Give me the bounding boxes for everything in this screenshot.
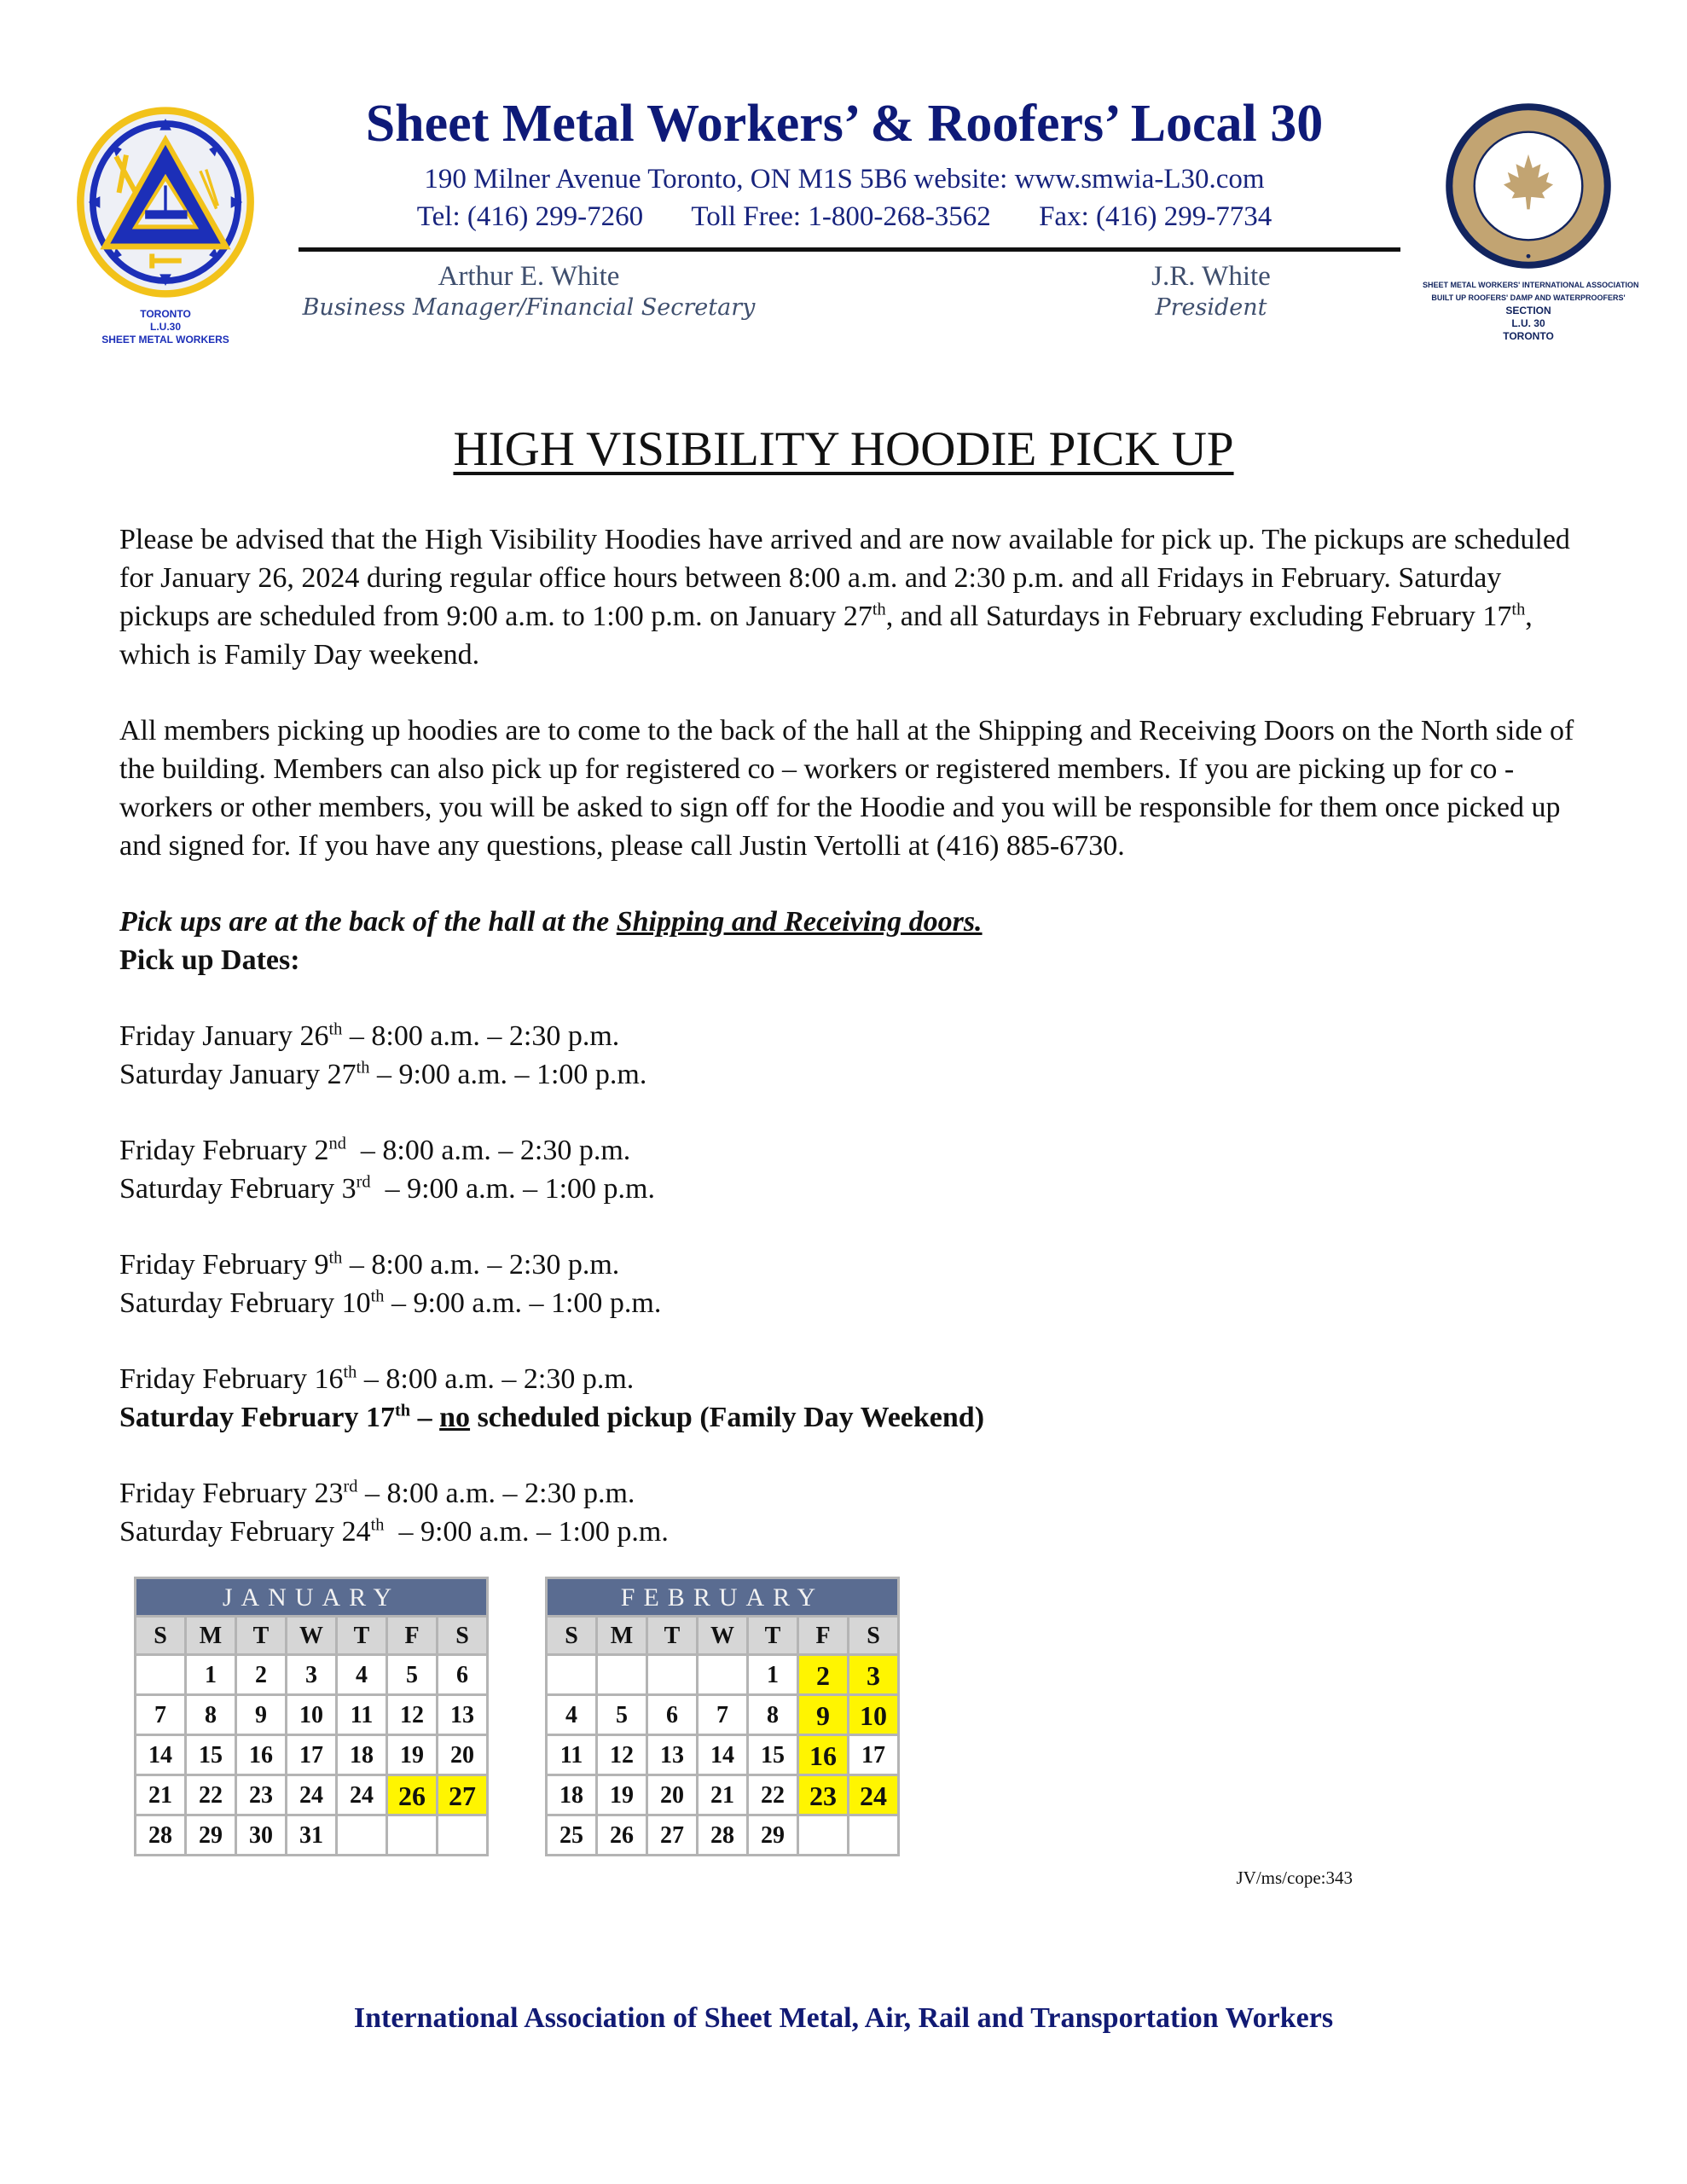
calendars [134,1577,1578,1856]
calendar-day: 18 [548,1776,595,1814]
calendar-day: 26 [598,1816,646,1854]
calendar-day: 9 [237,1696,285,1734]
calendar-day: 4 [338,1656,386,1693]
calendar-day: 8 [187,1696,235,1734]
calendar-day: 15 [749,1736,797,1774]
weekday-header: T [338,1618,386,1653]
calendar-day: 1 [749,1656,797,1693]
calendar-grid [136,1618,486,1854]
association-seal-icon [1423,101,1634,271]
weekday-header: S [438,1618,486,1653]
schedule-item: Friday February 23rd – 8:00 a.m. – 2:30 p.m. [119,1477,635,1509]
calendar-day: 4 [548,1696,595,1734]
calendar-grid [548,1618,897,1854]
calendar-day-pickup: 24 [849,1776,897,1814]
calendar-day: 12 [388,1696,436,1734]
officer-name: Arthur E. White [438,261,620,292]
calendar-day: 20 [648,1776,696,1814]
calendar-day: 11 [338,1696,386,1734]
weekday-header: M [187,1618,235,1653]
calendar-day: 5 [388,1656,436,1693]
reference-code: JV/ms/cope:343 [1236,1867,1353,1888]
calendar-day-pickup: 16 [799,1736,847,1774]
letterhead [0,0,1687,375]
calendar-day: 14 [136,1736,184,1774]
seal-lu: L.U. 30 [1511,317,1545,329]
calendar-day: 6 [648,1696,696,1734]
calendar-day-pickup: 27 [438,1776,486,1814]
calendar-day: 7 [136,1696,184,1734]
calendar-day: 7 [699,1696,746,1734]
left-union-logo [58,104,273,346]
calendar-day-empty [338,1816,386,1854]
calendar-day-empty [849,1816,897,1854]
calendar-day: 12 [598,1736,646,1774]
seal-inner-text: BUILT UP ROOFERS' DAMP AND WATERPROOFERS' [1431,293,1626,302]
schedule-group [119,1017,1578,1094]
calendar-day: 18 [338,1736,386,1774]
calendar-day-pickup: 23 [799,1776,847,1814]
logo-text-smw: SHEET METAL WORKERS [101,334,229,346]
schedule-item: Friday February 2nd – 8:00 a.m. – 2:30 p.m. [119,1134,631,1166]
calendar-day: 31 [287,1816,335,1854]
calendar-day: 17 [849,1736,897,1774]
weekday-header: T [648,1618,696,1653]
weekday-header: M [598,1618,646,1653]
calendar-day-empty [136,1656,184,1693]
calendar-day: 2 [237,1656,285,1693]
calendar-day: 15 [187,1736,235,1774]
header-divider [299,247,1400,252]
calendar-day: 6 [438,1656,486,1693]
officer-president [1049,259,1373,322]
calendar-day-pickup: 26 [388,1776,436,1814]
calendar-day-pickup: 9 [799,1696,847,1734]
calendar-month-title: JANUARY [136,1579,486,1615]
calendar-day-empty [699,1656,746,1693]
calendar-day: 1 [187,1656,235,1693]
calendar-february [545,1577,900,1856]
toll-free: Toll Free: 1-800-268-3562 [691,201,991,232]
instructions-paragraph: All members picking up hoodies are to come to the back of the hall at the Shipping and Receiving Doors on the North side of the building. Members can also pick up for registered co – workers or registered members. If you are picking up for co - workers or other members, you will be asked to sign off for the Hoodie and you will be responsible for them once picked up and signed for. If you have any questions, please call Justin Vertolli at (416) 885-6730. [119,715,1574,862]
schedule-item: Saturday February 24th – 9:00 a.m. – 1:00 p.m. [119,1515,669,1548]
calendar-day: 8 [749,1696,797,1734]
calendar-day: 23 [237,1776,285,1814]
logo-text-toronto: TORONTO [140,308,191,320]
fax: Fax: (416) 299-7734 [1039,201,1272,232]
schedule-item: Friday January 26th – 8:00 a.m. – 2:30 p.m. [119,1019,620,1052]
calendar-day: 22 [187,1776,235,1814]
calendar-day: 28 [136,1816,184,1854]
schedule-item: Saturday February 3rd – 9:00 a.m. – 1:00 p.m. [119,1172,655,1205]
calendar-day-empty [548,1656,595,1693]
officer-role: Business Manager/Financial Secretary [302,294,756,321]
weekday-header: S [136,1618,184,1653]
calendar-day: 24 [338,1776,386,1814]
calendar-month-title: FEBRUARY [548,1579,897,1615]
calendar-day: 13 [648,1736,696,1774]
calendar-day: 19 [388,1736,436,1774]
seal-outer-text: SHEET METAL WORKERS' INTERNATIONAL ASSOCIATION [1423,281,1639,289]
calendar-day: 29 [187,1816,235,1854]
schedule-group [119,1474,1578,1551]
schedule-item: Saturday January 27th – 9:00 a.m. – 1:00 p.m. [119,1058,647,1090]
weekday-header: T [237,1618,285,1653]
address-line: 190 Milner Avenue Toronto, ON M1S 5B6 website: www.smwia-L30.com [424,164,1265,195]
calendar-day: 29 [749,1816,797,1854]
weekday-header: W [287,1618,335,1653]
schedule-group [119,1360,1578,1437]
document-title: HIGH VISIBILITY HOODIE PICK UP [453,422,1234,476]
footer-affiliation: International Association of Sheet Metal, Air, Rail and Transportation Workers [353,2002,1334,2034]
weekday-header: S [548,1618,595,1653]
calendar-day: 17 [287,1736,335,1774]
calendar-day-pickup: 3 [849,1656,897,1693]
calendar-day: 24 [287,1776,335,1814]
officer-business-manager [290,259,768,322]
calendar-day: 25 [548,1816,595,1854]
calendar-day: 14 [699,1736,746,1774]
contact-line [290,200,1399,234]
calendar-day: 30 [237,1816,285,1854]
calendar-january [134,1577,489,1856]
calendar-day-empty [799,1816,847,1854]
calendar-day: 27 [648,1816,696,1854]
calendar-day: 11 [548,1736,595,1774]
schedule-group [119,1246,1578,1322]
calendar-day: 21 [136,1776,184,1814]
calendar-day: 13 [438,1696,486,1734]
union-emblem-icon [58,104,273,300]
calendar-day: 10 [287,1696,335,1734]
calendar-day-pickup: 10 [849,1696,897,1734]
calendar-day-empty [388,1816,436,1854]
weekday-header: F [388,1618,436,1653]
calendar-day-empty [438,1816,486,1854]
calendar-day: 20 [438,1736,486,1774]
schedule-item: Saturday February 10th – 9:00 a.m. – 1:00 p.m. [119,1287,662,1319]
calendar-day: 5 [598,1696,646,1734]
calendar-day: 22 [749,1776,797,1814]
schedule-item: Friday February 16th – 8:00 a.m. – 2:30 p.m. [119,1362,635,1395]
officer-role: President [1155,294,1267,321]
pickup-dates-heading: Pick up Dates: [119,944,300,976]
right-seal-lettering [1423,279,1639,343]
seal-section: SECTION [1505,305,1551,317]
seal-city: TORONTO [1503,330,1554,342]
calendar-day: 21 [699,1776,746,1814]
calendar-day: 16 [237,1736,285,1774]
weekday-header: S [849,1618,897,1653]
schedule-item: Friday February 9th – 8:00 a.m. – 2:30 p.m. [119,1248,620,1281]
calendar-day: 28 [699,1816,746,1854]
schedule-item-no-pickup: Saturday February 17th – no scheduled pickup (Family Day Weekend) [119,1401,985,1433]
intro-paragraph: Please be advised that the High Visibility Hoodies have arrived and are now available for pick up. The pickups are scheduled for January 26, 2024 during regular office hours between 8:00 a.m. and 2:30 p.m. and all Fridays in February. Saturday pickups are scheduled from 9:00 a.m. to 1:00 p.m. on January 27th, and all Saturdays in February excluding February 17th, which is Family Day weekend. [119,524,1570,671]
telephone: Tel: (416) 299-7260 [416,201,644,232]
calendar-day: 19 [598,1776,646,1814]
logo-text-lu30: L.U.30 [149,321,181,333]
organization-name: Sheet Metal Workers’ & Roofers’ Local 30 [365,95,1324,153]
calendar-day-empty [598,1656,646,1693]
weekday-header: T [749,1618,797,1653]
weekday-header: F [799,1618,847,1653]
weekday-header: W [699,1618,746,1653]
calendar-day: 3 [287,1656,335,1693]
officer-name: J.R. White [1151,261,1271,292]
pickup-location-note: Pick ups are at the back of the hall at the Shipping and Receiving doors. [119,906,983,938]
calendar-day-empty [648,1656,696,1693]
schedule-group [119,1131,1578,1208]
letter-body [0,421,1687,2037]
right-association-seal [1423,101,1639,343]
calendar-day-pickup: 2 [799,1656,847,1693]
left-logo-lettering [58,308,273,346]
